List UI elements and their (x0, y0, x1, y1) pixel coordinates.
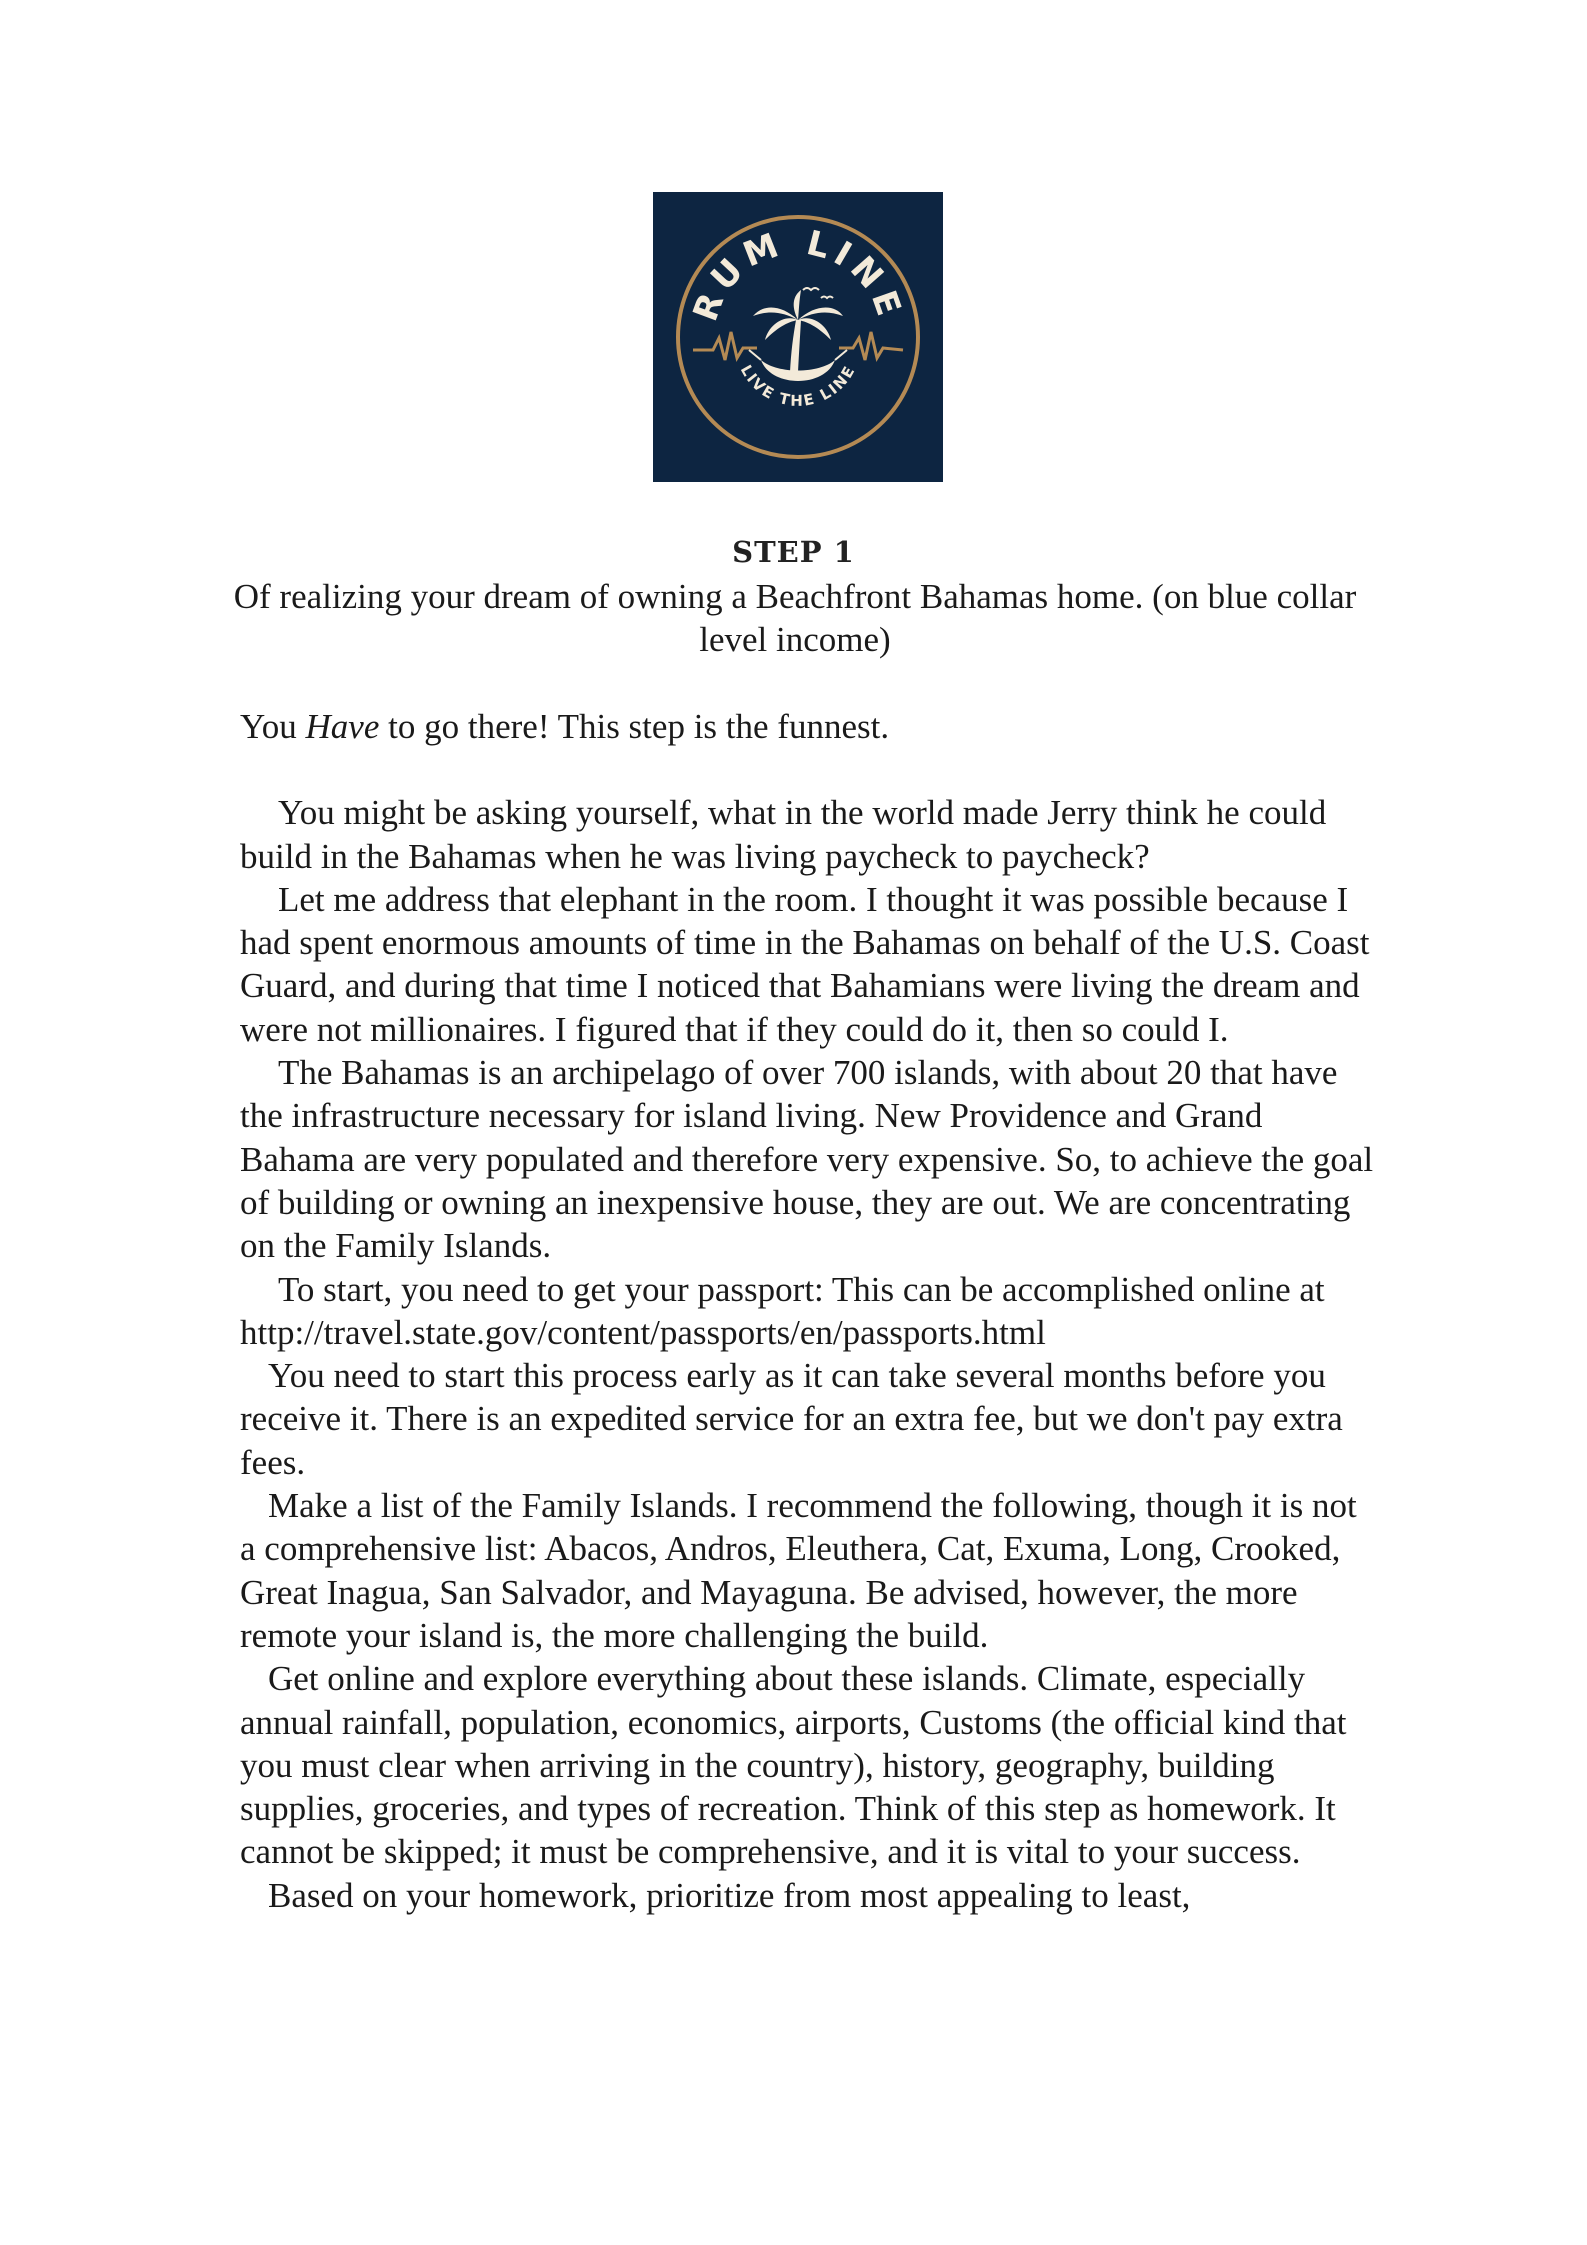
paragraph: Based on your homework, prioritize from most appealing to least, (268, 1875, 1191, 1915)
passport-url-link[interactable]: http://travel.state.gov/content/passports/en/passports.html (240, 1312, 1046, 1352)
body-text (240, 705, 1380, 1917)
logo-bottom-text: LIVE THE LINE (736, 361, 860, 410)
paragraph: To start, you need to get your passport: This can be accomplished online at (278, 1269, 1325, 1309)
paragraph: The Bahamas is an archipelago of over 700 islands, with about 20 that have the infrastructure necessary for island living. New Providence and Grand Bahama are very populated and therefore very expensive. So, to achieve the goal of building or owning an inexpensive house, they are out. We are concentrating on the Family Islands. (240, 1053, 1374, 1266)
intro-emphasis: Have (305, 707, 380, 746)
intro-before: You (240, 707, 306, 746)
step-heading: STEP 1 (732, 535, 855, 569)
intro-paragraph (240, 705, 1380, 748)
rum-line-logo (653, 192, 943, 482)
subtitle: Of realizing your dream of owning a Beachfront Bahamas home. (on blue collar level income) (233, 577, 1357, 659)
logo-top-text: RUM LINE (685, 222, 911, 327)
palm-hammock-icon (653, 192, 943, 482)
paragraph: Let me address that elephant in the room. I thought it was possible because I had spent enormous amounts of time in the Bahamas on behalf of the U.S. Coast Guard, and during that time I noticed that Bahamians were living the dream and were not millionaires. I figured that if they could do it, then so could I. (240, 879, 1370, 1049)
paragraph: Make a list of the Family Islands. I recommend the following, though it is not a comprehensive list: Abacos, Andros, Eleuthera, Cat, Exuma, Long, Crooked, Great Inagua, San Salvador, and Mayaguna. Be advised, however, the more remote your island is, the more challenging the build. (240, 1486, 1357, 1655)
paragraph: You might be asking yourself, what in the world made Jerry think he could build in the Bahamas when he was living paycheck to paycheck? (240, 793, 1327, 876)
paragraph: Get online and explore everything about these islands. Climate, especially annual rainfall, population, economics, airports, Customs (the official kind that you must clear when arriving in the country), history, geography, building supplies, groceries, and types of recreation. Think of this step as homework. It cannot be skipped; it must be comprehensive, and it is vital to your success. (240, 1659, 1347, 1872)
paragraph: You need to start this process early as it can take several months before you receive it. There is an expedited service for an extra fee, but we don't pay extra fees. (240, 1356, 1343, 1482)
intro-after: to go there! This step is the funnest. (379, 707, 890, 746)
